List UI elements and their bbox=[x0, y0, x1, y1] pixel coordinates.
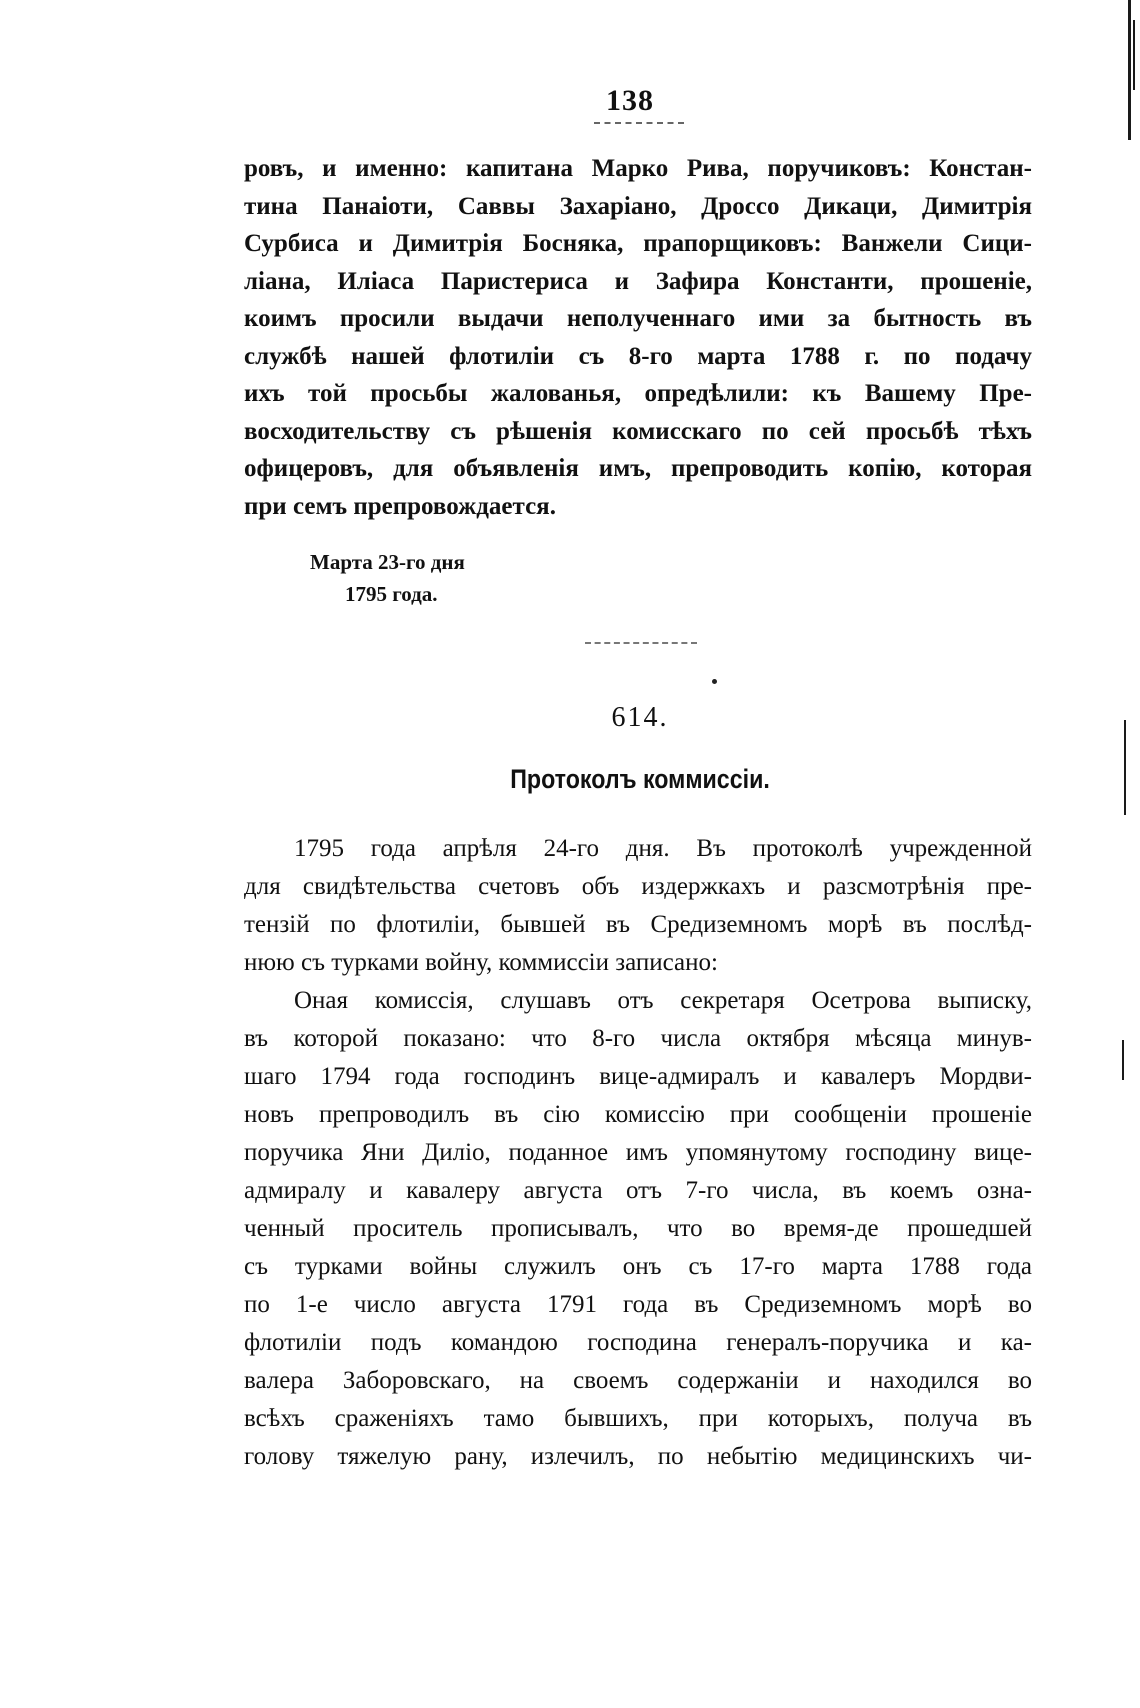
text-line: въ которой показано: что 8-го числа октября мѣсяца минув- bbox=[244, 1025, 1032, 1052]
text-line: восходительству съ рѣшенія комисскаго по сей просьбѣ тѣхъ bbox=[244, 417, 1032, 445]
page-number-underline bbox=[594, 122, 684, 124]
text-line: новъ препроводилъ въ сію комиссію при сообщеніи прошеніе bbox=[244, 1101, 1032, 1128]
scan-edge-mark bbox=[1133, 20, 1135, 90]
text-line: всѣхъ сраженіяхъ тамо бывшихъ, при которыхъ, получа въ bbox=[244, 1405, 1032, 1432]
scan-edge-mark bbox=[1124, 720, 1126, 815]
text-line: голову тяжелую рану, излечилъ, по небытію медицинскихъ чи- bbox=[244, 1443, 1032, 1470]
text-line: ихъ той просьбы жалованья, опредѣлили: къ Вашему Пре- bbox=[244, 380, 1032, 407]
text-line: тензій по флотиліи, бывшей въ Средиземномъ морѣ въ послѣд- bbox=[244, 911, 1032, 938]
text-line: флотиліи подъ командою господина генералъ-поручика и ка- bbox=[244, 1329, 1032, 1356]
document-body bbox=[244, 830, 1032, 1476]
text-line: Сурбиса и Димитрія Босняка, прапорщиковъ: Ванжели Сици- bbox=[244, 230, 1032, 257]
text-line: Оная комиссія, слушавъ отъ секретаря Осетрова выписку, bbox=[294, 987, 1032, 1014]
text-line: шаго 1794 года господинъ вице-адмиралъ и кавалеръ Мордви- bbox=[244, 1063, 1032, 1090]
date-year-line: 1795 года. bbox=[345, 582, 438, 606]
scan-edge-mark bbox=[1122, 1040, 1124, 1080]
text-line: съ турками войны служилъ онъ съ 17-го марта 1788 года bbox=[244, 1253, 1032, 1280]
text-line: офицеровъ, для объявленія имъ, препроводить копію, которая bbox=[244, 455, 1032, 482]
text-line: валера Заборовскаго, на своемъ содержаніи и находился во bbox=[244, 1367, 1032, 1394]
text-line: адмиралу и кавалеру августа отъ 7-го числа, въ коемъ озна- bbox=[244, 1177, 1032, 1204]
text-line: поручика Яни Диліо, поданное имъ упомянутому господину вице- bbox=[244, 1139, 1032, 1166]
section-separator bbox=[585, 642, 697, 644]
date-line: Марта 23-го дня bbox=[310, 550, 465, 574]
text-line: для свидѣтельства счетовъ объ издержкахъ и разсмотрѣнія пре- bbox=[244, 873, 1032, 900]
ink-dot bbox=[712, 679, 717, 684]
document-number: 614. bbox=[611, 702, 669, 733]
text-line: коимъ просили выдачи неполученнаго ими за бытность въ bbox=[244, 305, 1032, 332]
scan-edge-mark bbox=[1128, 0, 1131, 140]
text-line: службѣ нашей флотиліи съ 8-го марта 1788 г. по подачу bbox=[244, 342, 1032, 370]
text-line: по 1-е число августа 1791 года въ Средиземномъ морѣ во bbox=[244, 1291, 1032, 1318]
continuation-paragraph bbox=[244, 150, 1032, 525]
text-line: ченный проситель прописывалъ, что во время-де прошедшей bbox=[244, 1215, 1032, 1242]
text-line: нюю съ турками войну, коммиссіи записано: bbox=[244, 949, 718, 976]
text-line: ліана, Иліаса Паристериса и Зафира Константи, прошеніе, bbox=[244, 267, 1032, 295]
document-title: Протоколъ коммиссіи. bbox=[510, 764, 770, 794]
text-line: ровъ, и именно: капитана Марко Рива, поручиковъ: Констан- bbox=[244, 155, 1032, 182]
text-line: при семъ препровождается. bbox=[244, 492, 556, 520]
text-line: 1795 года апрѣля 24-го дня. Въ протоколѣ учрежденной bbox=[294, 835, 1032, 862]
text-line: тина Панаіоти, Саввы Захаріано, Дроссо Дикаци, Димитрія bbox=[244, 192, 1032, 220]
page-number: 138 bbox=[606, 84, 654, 117]
